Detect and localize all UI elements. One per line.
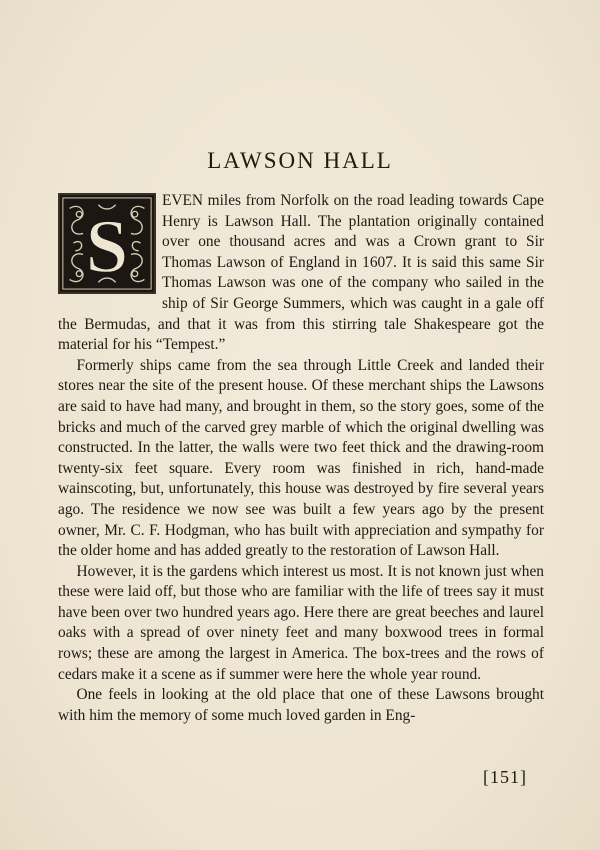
ornamental-initial-s (58, 193, 156, 294)
paragraph-3: However, it is the gardens which interest us most. It is not known just when these were laid off, but those who are familiar with the life of trees say it must have been over two hundred years ago. Here there are great beeches and laurel oaks with a spread of over ninety feet and many boxwood trees in formal rows; these are among the largest in America. The box-trees and the rows of cedars make it a scene as if summer were here the whole year round. (58, 562, 544, 683)
paragraph-4: One feels in looking at the old place that one of these Lawsons brought with him the memory of some much loved garden in Eng- (58, 686, 544, 724)
paragraph-1-text: EVEN miles from Norfolk on the road leading towards Cape Henry is Lawson Hall. The plantation originally contained over one thousand acres and was a Crown grant to Sir Thomas Lawson of England in 1607. It is said this same Sir Thomas Lawson was one of the company who sailed in the ship of Sir George Summers, which was caught in a gale off the Bermudas, and that it was from this stirring tale Shakespeare got the material for his “Tempest.” (58, 192, 544, 354)
dropcap-letter: S (85, 203, 129, 289)
paragraph-2: Formerly ships came from the sea through Little Creek and landed their stores near the site of the present house. Of these merchant ships the Lawsons are said to have had many, and brought in them, so the story goes, some of the bricks and much of the carved grey marble of which the original dwelling was constructed. In the latter, the walls were two feet thick and the drawing-room twenty-six feet square. Every room was finished in rich, hand-made wainscoting, but, unfortunately, this house was destroyed by fire several years ago. The residence we now see was built a few years ago by the present owner, Mr. C. F. Hodgman, who has built with appreciation and sympathy for the older home and has added greatly to the restoration of Lawson Hall. (58, 356, 544, 560)
chapter-title: LAWSON HALL (207, 148, 393, 173)
ornament-vine-icon (60, 195, 154, 292)
page-number: [151] (483, 767, 527, 787)
paragraph-1 (58, 191, 544, 356)
body-text (58, 191, 544, 726)
